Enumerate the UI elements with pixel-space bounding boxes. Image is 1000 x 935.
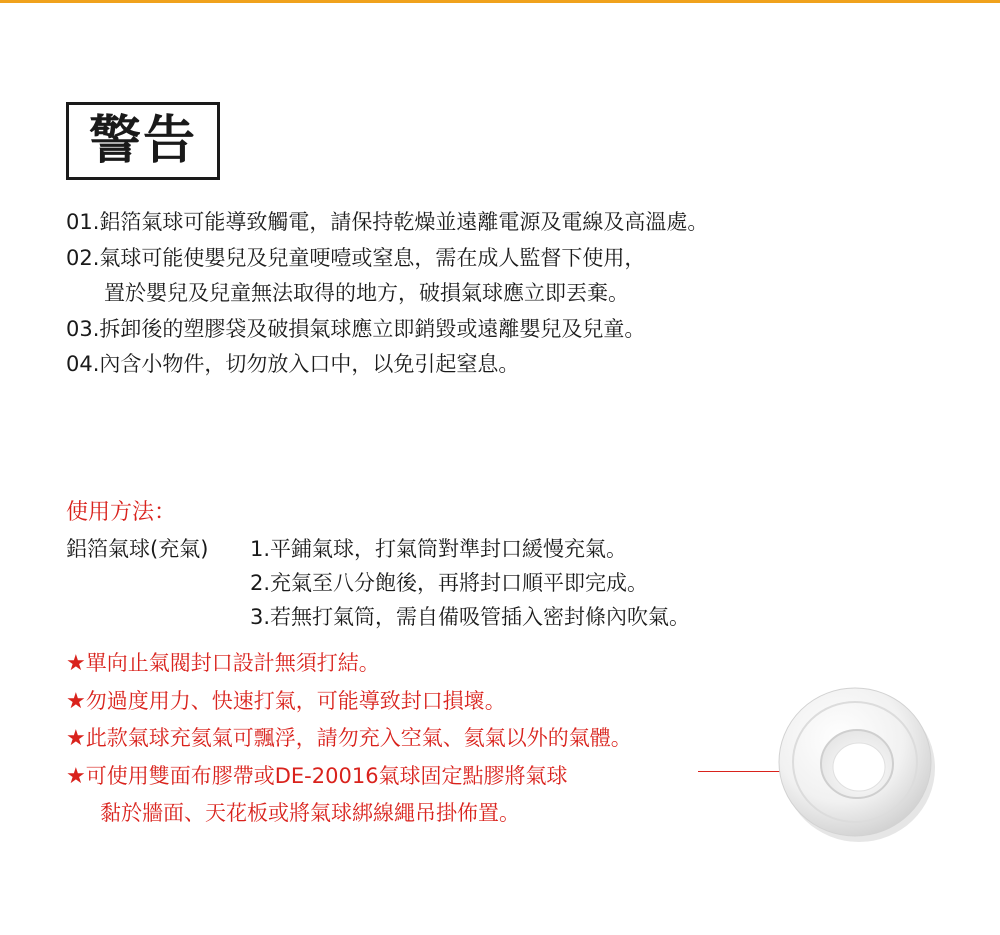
note-text-1: 單向止氣閥封口設計無須打結。 [85,651,380,675]
warning-list [66,205,708,383]
note-item-4 [66,758,632,796]
usage-row-1 [66,532,690,566]
usage-step-1: 1.平鋪氣球，打氣筒對準封口緩慢充氣。 [250,537,628,561]
note-item-3 [66,720,632,758]
glue-dot-tape-image [775,682,937,844]
notes-list [66,645,632,832]
warning-item-2: 02.氣球可能使嬰兒及兒童哽噎或窒息，需在成人監督下使用， [66,245,646,270]
note-text-2: 勿過度用力、快速打氣，可能導致封口損壞。 [85,688,506,713]
star-icon: ★ [66,688,86,714]
warning-item-3: 03.拆卸後的塑膠袋及破損氣球應立即銷毀或遠離嬰兒及兒童。 [66,316,646,341]
tape-roll-hole [833,743,885,791]
usage-product-name: 鋁箔氣球(充氣) [66,537,209,561]
star-icon: ★ [66,763,86,789]
note-text-3: 此款氣球充氦氣可飄浮，請勿充入空氣、氦氣以外的氣體。 [85,726,632,750]
warning-title [66,102,220,180]
note-item-4-continued: 黏於牆面、天花板或將氣球綁線繩吊掛佈置。 [100,801,520,825]
usage-title: 使用方法： [66,500,177,525]
star-icon: ★ [66,726,86,751]
star-icon: ★ [66,651,86,676]
top-accent-rule [0,0,1000,3]
note-text-4: 可使用雙面布膠帶或DE-20016氣球固定點膠將氣球 [85,763,568,788]
warning-item-4: 04.內含小物件，切勿放入口中，以免引起窒息。 [66,352,520,376]
usage-step-2: 2.充氣至八分飽後，再將封口順平即完成。 [250,571,649,595]
usage-step-3: 3.若無打氣筒，需自備吸管插入密封條內吹氣。 [250,605,691,629]
warning-item-2-continued: 置於嬰兒及兒童無法取得的地方，破損氣球應立即丟棄。 [104,281,629,305]
note-item-1 [66,645,632,683]
usage-steps [66,532,690,634]
usage-row-2 [66,566,690,600]
usage-row-3 [66,600,690,634]
warning-item-1: 01.鋁箔氣球可能導致觸電，請保持乾燥並遠離電源及電線及高溫處。 [66,210,709,234]
note-item-2 [66,683,632,721]
warning-title-text: 警告 [88,111,197,171]
